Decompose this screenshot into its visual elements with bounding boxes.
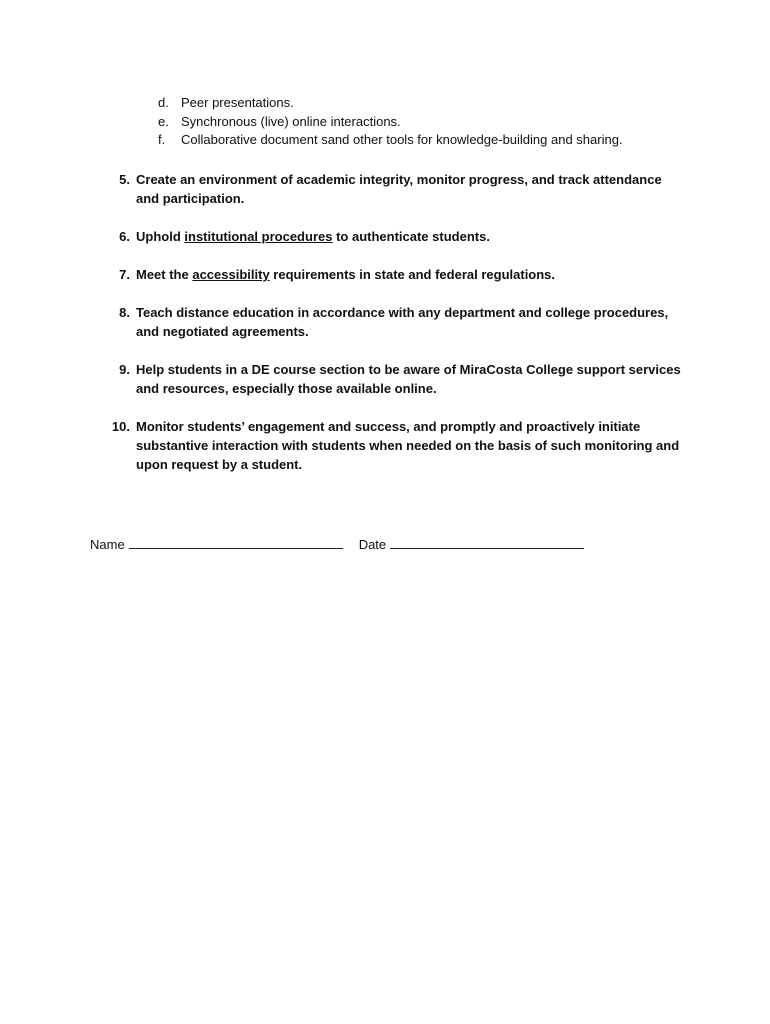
list-text: Monitor students’ engagement and success, and promptly and proactively initiate substantive interaction with students when needed on the basis of such monitoring and upon request by a student.	[136, 419, 680, 472]
sub-list-letter: d.	[158, 95, 169, 110]
sub-list-item-d	[150, 94, 730, 113]
sub-list	[150, 94, 730, 150]
list-text	[136, 227, 685, 246]
date-label: Date	[358, 537, 387, 552]
list-text-pre: Meet the	[136, 267, 193, 282]
list-number: 8.	[119, 305, 130, 320]
date-field[interactable]	[390, 534, 584, 549]
list-item-7	[105, 265, 685, 284]
list-number: 6.	[119, 229, 130, 244]
list-text	[136, 265, 685, 284]
institutional-procedures-link[interactable]: institutional procedures	[184, 229, 333, 244]
list-item-10	[105, 417, 685, 474]
list-number: 9.	[119, 362, 130, 377]
list-number: 5.	[119, 172, 130, 187]
sub-list-item-e	[150, 113, 730, 132]
list-number: 10.	[111, 419, 130, 434]
list-text: Create an environment of academic integrity, monitor progress, and track attendance and participation.	[136, 172, 662, 206]
name-label: Name	[90, 537, 125, 552]
accessibility-link[interactable]: accessibility	[192, 267, 270, 282]
signature-line	[90, 534, 650, 554]
sub-list-text: Collaborative document sand other tools for knowledge-building and sharing.	[181, 132, 623, 147]
numbered-list	[105, 170, 685, 493]
list-text: Help students in a DE course section to be aware of MiraCosta College support services and resources, especially those available online.	[136, 362, 681, 396]
list-item-5	[105, 170, 685, 208]
sub-list-text: Synchronous (live) online interactions.	[181, 113, 401, 129]
name-field[interactable]	[129, 534, 343, 549]
list-item-8	[105, 303, 685, 341]
list-text-post: requirements in state and federal regulations.	[269, 267, 556, 282]
list-text-post: to authenticate students.	[332, 229, 490, 244]
sub-list-letter: e.	[158, 113, 169, 129]
list-item-6	[105, 227, 685, 246]
sub-list-letter: f.	[158, 132, 166, 147]
list-number: 7.	[119, 267, 130, 282]
list-item-9	[105, 360, 685, 398]
list-text: Teach distance education in accordance with any department and college procedures, and negotiated agreements.	[136, 305, 669, 339]
sub-list-text: Peer presentations.	[181, 95, 294, 110]
list-text-pre: Uphold	[136, 229, 185, 244]
sub-list-item-f	[150, 131, 730, 150]
